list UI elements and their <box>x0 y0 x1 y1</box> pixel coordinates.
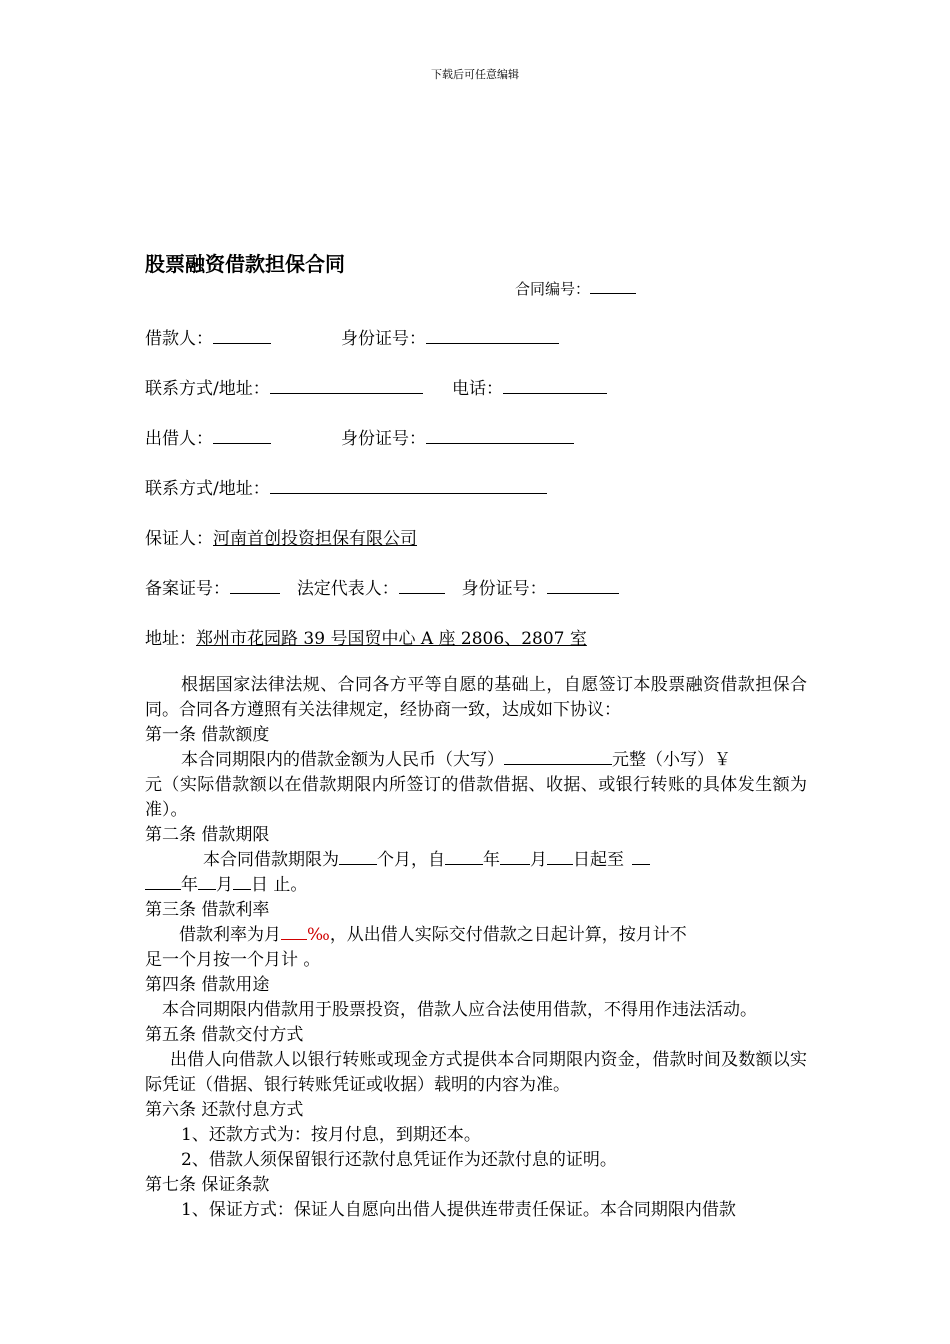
article-5-title: 第五条 借款交付方式 <box>145 1025 304 1045</box>
article-3-text-b: ，从出借人实际交付借款之日起计算，按月计不 <box>329 925 687 945</box>
article-3-rate-line <box>145 923 807 948</box>
end-month-blank <box>198 875 216 890</box>
borrower-phone-line <box>452 374 607 399</box>
borrower-phone-label: 电话： <box>452 379 503 399</box>
article-7-item-1: 1、保证方式：保证人自愿向出借人提供连带责任保证。本合同期限内借款 <box>181 1200 736 1220</box>
article-2-text-d: 日 止。 <box>251 875 308 895</box>
guarantor-line <box>145 524 417 549</box>
contract-number <box>515 278 636 299</box>
contract-number-label: 合同编号： <box>515 280 591 298</box>
lender-id-label: 身份证号： <box>341 429 426 449</box>
article-2-month-label: 月 <box>530 850 547 870</box>
lender-id-blank <box>426 429 574 444</box>
term-months-blank <box>339 850 377 865</box>
article-2-end-month-label: 月 <box>216 875 233 895</box>
article-4-title: 第四条 借款用途 <box>145 975 270 995</box>
guarantor-label: 保证人： <box>145 529 213 549</box>
start-day-blank <box>547 850 573 865</box>
end-year-blank-a <box>632 850 650 865</box>
article-7-title: 第七条 保证条款 <box>145 1175 270 1195</box>
article-3-text-c: 足一个月按一个月计 。 <box>145 950 321 970</box>
borrower-contact-blank <box>270 379 423 394</box>
article-3-text-a: 借款利率为月 <box>179 925 281 945</box>
start-year-blank <box>445 850 483 865</box>
lender-contact-label: 联系方式/地址： <box>145 479 270 499</box>
end-year-blank <box>145 875 181 890</box>
end-day-blank <box>233 875 251 890</box>
legal-rep-blank <box>399 579 445 594</box>
article-2-text-b: 个月，自 <box>377 850 445 870</box>
header-note: 下载后可任意编辑 <box>431 68 519 81</box>
article-2-title: 第二条 借款期限 <box>145 825 270 845</box>
article-2-end-line <box>145 873 807 898</box>
article-2-text-a: 本合同借款期限为 <box>203 850 339 870</box>
address-label: 地址： <box>145 629 196 649</box>
borrower-id-blank <box>426 329 559 344</box>
guarantor-address-line <box>145 624 587 649</box>
borrower-contact-label: 联系方式/地址： <box>145 379 270 399</box>
article-2-text-c: 日起至 <box>573 850 624 870</box>
record-no-label: 备案证号： <box>145 579 230 599</box>
article-3-title: 第三条 借款利率 <box>145 900 270 920</box>
article-1-text-c: 元（实际借款额以在借款期限内所签订的借款借据、收据、或银行转账的具体发生额为准）。 <box>145 775 807 820</box>
lender-label: 出借人： <box>145 429 213 449</box>
rate-unit: ‰ <box>307 925 330 945</box>
amount-upper-blank <box>504 750 612 765</box>
contract-number-blank <box>590 279 636 294</box>
article-2-term-line <box>145 848 807 873</box>
borrower-phone-blank <box>503 379 607 394</box>
article-1-title: 第一条 借款额度 <box>145 725 270 745</box>
lender-contact-line <box>145 474 547 499</box>
borrower-name-line <box>145 324 271 349</box>
article-2-end-year-label: 年 <box>181 875 198 895</box>
legal-rep-label: 法定代表人： <box>296 579 399 599</box>
guarantor-id-blank <box>547 579 619 594</box>
intro-paragraph: 根据国家法律法规、合同各方平等自愿的基础上，自愿签订本股票融资借款担保合同。合同各方遵照有关法律规定，经协商一致，达成如下协议： <box>145 675 807 720</box>
borrower-label: 借款人： <box>145 329 213 349</box>
article-6-item-1: 1、还款方式为：按月付息，到期还本。 <box>181 1125 481 1145</box>
start-month-blank <box>500 850 530 865</box>
article-5-body: 出借人向借款人以银行转账或现金方式提供本合同期限内资金，借款时间及数额以实际凭证（借据、银行转账凭证或收据）载明的内容为准。 <box>145 1050 807 1095</box>
article-6-item-2: 2、借款人须保留银行还款付息凭证作为还款付息的证明。 <box>181 1150 617 1170</box>
contract-body <box>145 673 807 1223</box>
guarantor-name: 河南首创投资担保有限公司 <box>213 529 417 549</box>
borrower-name-blank <box>213 329 271 344</box>
guarantor-record-line <box>145 574 619 599</box>
guarantor-address: 郑州市花园路 39 号国贸中心 A 座 2806、2807 室 <box>196 629 587 649</box>
guarantor-id-label: 身份证号： <box>461 579 547 599</box>
borrower-id-line <box>341 324 559 349</box>
article-6-title: 第六条 还款付息方式 <box>145 1100 304 1120</box>
contract-title: 股票融资借款担保合同 <box>145 252 345 276</box>
borrower-contact-line <box>145 374 423 399</box>
lender-id-line <box>341 424 574 449</box>
article-1-text-a: 本合同期限内的借款金额为人民币（大写） <box>181 750 504 770</box>
lender-name-blank <box>213 429 271 444</box>
rate-blank <box>281 925 307 940</box>
borrower-id-label: 身份证号： <box>341 329 426 349</box>
article-4-body: 本合同期限内借款用于股票投资，借款人应合法使用借款，不得用作违法活动。 <box>162 1000 757 1020</box>
article-2-year-label: 年 <box>483 850 500 870</box>
lender-name-line <box>145 424 271 449</box>
record-no-blank <box>230 579 280 594</box>
article-1-amount-line <box>145 748 807 773</box>
lender-contact-blank <box>270 479 547 494</box>
article-1-text-b: 元整（小写）￥ <box>612 750 731 770</box>
